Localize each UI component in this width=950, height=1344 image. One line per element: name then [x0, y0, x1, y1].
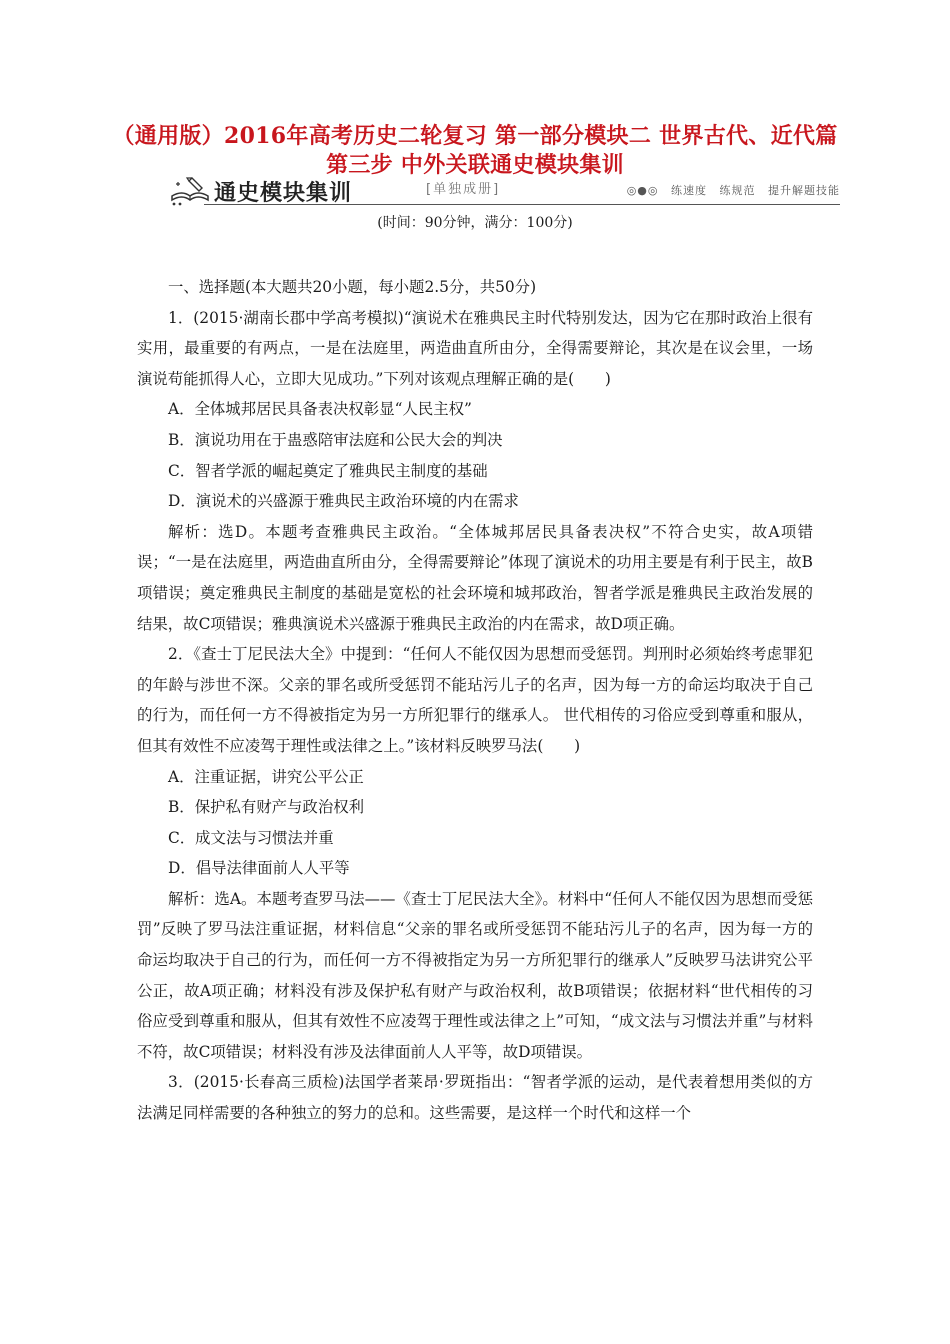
question-stem: 3．(2015·长春高三质检)法国学者莱昂·罗斑指出：“智者学派的运动，是代表着想用类似的方法满足同样需要的各种独立的努力的总和。这些需要，是这样一个时代和这样一个: [137, 1073, 813, 1123]
question-option: D．演说术的兴盛源于雅典民主政治环境的内在需求: [168, 492, 519, 511]
question-option: B．保护私有财产与政治权利: [168, 798, 364, 817]
section-heading: 一、选择题(本大题共20小题，每小题2.5分，共50分): [168, 278, 537, 296]
banner-title: 通史模块集训: [214, 181, 353, 206]
question-body: [137, 272, 813, 1129]
question-option: B．演说功用在于蛊惑陪审法庭和公民大会的判决: [168, 430, 503, 449]
question-analysis: 解析：选D。本题考查雅典民主政治。“全体城邦居民具备表决权”不符合史实，故A项错误；“一是在法庭里，两造曲直所由分，全得需要辩论”体现了演说术的功用主要是有利于民主，故B项错误；奠定雅典民主制度的基础是宽松的社会环境和城邦政治，智者学派是雅典民主政治发展的结果，故C项错误；雅典演说术兴盛源于雅典民主政治的内在需求，故D项正确。: [137, 522, 813, 633]
banner-divider: [204, 204, 840, 205]
question-stem: 1．(2015·湖南长郡中学高考模拟)“演说术在雅典民主时代特别发达，因为它在那时政治上很有实用，最重要的有两点，一是在法庭里，两造曲直所由分，全得需要辩论，其次是在议会里，一场演说苟能抓得人心，立即大见成功。”下列对该观点理解正确的是( ): [137, 308, 813, 388]
question-analysis: 解析：选A。本题考查罗马法——《查士丁尼民法大全》。材料中“任何人不能仅因为思想而受惩罚”反映了罗马法注重证据，材料信息“父亲的罪名或所受惩罚不能玷污儿子的名声，因为每一方的命运均取决于自己的行为，而任何一方不得被指定为另一方所犯罪行的继承人”反映罗马法讲究公平公正，故A项正确；材料没有涉及保护私有财产与政治权利，故B项错误；依据材料“世代相传的习俗应受到尊重和服从，但其有效性不应凌驾于理性或法律之上”可知，“成文法与习惯法并重”与材料不符，故C项错误；材料没有涉及法律面前人人平等，故D项错误。: [137, 889, 813, 1061]
question-option: A．全体城邦居民具备表决权彰显“人民主权”: [168, 400, 472, 419]
banner-tag: [单独成册]: [426, 182, 501, 197]
document-title: （通用版）2016年高考历史二轮复习 第一部分模块二 世界古代、近代篇 第三步 中外关联通史模块集训: [112, 123, 838, 178]
book-pen-icon: [168, 174, 212, 206]
question-stem: 2．《查士丁尼民法大全》中提到：“任何人不能仅因为思想而受惩罚。判刑时必须始终考虑罪犯的年龄与涉世不深。父亲的罪名或所受惩罚不能玷污儿子的名声，因为每一方的命运均取决于自己的行为，而任何一方不得被指定为另一方所犯罪行的继承人。 世代相传的习俗应受到尊重和服从，但其有效性不应凌驾于理性或法律之上。”该材料反映罗马法( ): [137, 645, 813, 755]
question-option: C．智者学派的崛起奠定了雅典民主制度的基础: [168, 461, 488, 480]
question-option: D．倡导法律面前人人平等: [168, 859, 350, 878]
banner-motto: ◎●◎ 练速度 练规范 提升解题技能: [626, 184, 840, 197]
time-limit: (时间：90分钟，满分：100分): [377, 215, 573, 231]
question-option: C．成文法与习惯法并重: [168, 828, 334, 847]
section-banner: [168, 174, 840, 206]
question-option: A．注重证据，讲究公平公正: [168, 767, 364, 786]
